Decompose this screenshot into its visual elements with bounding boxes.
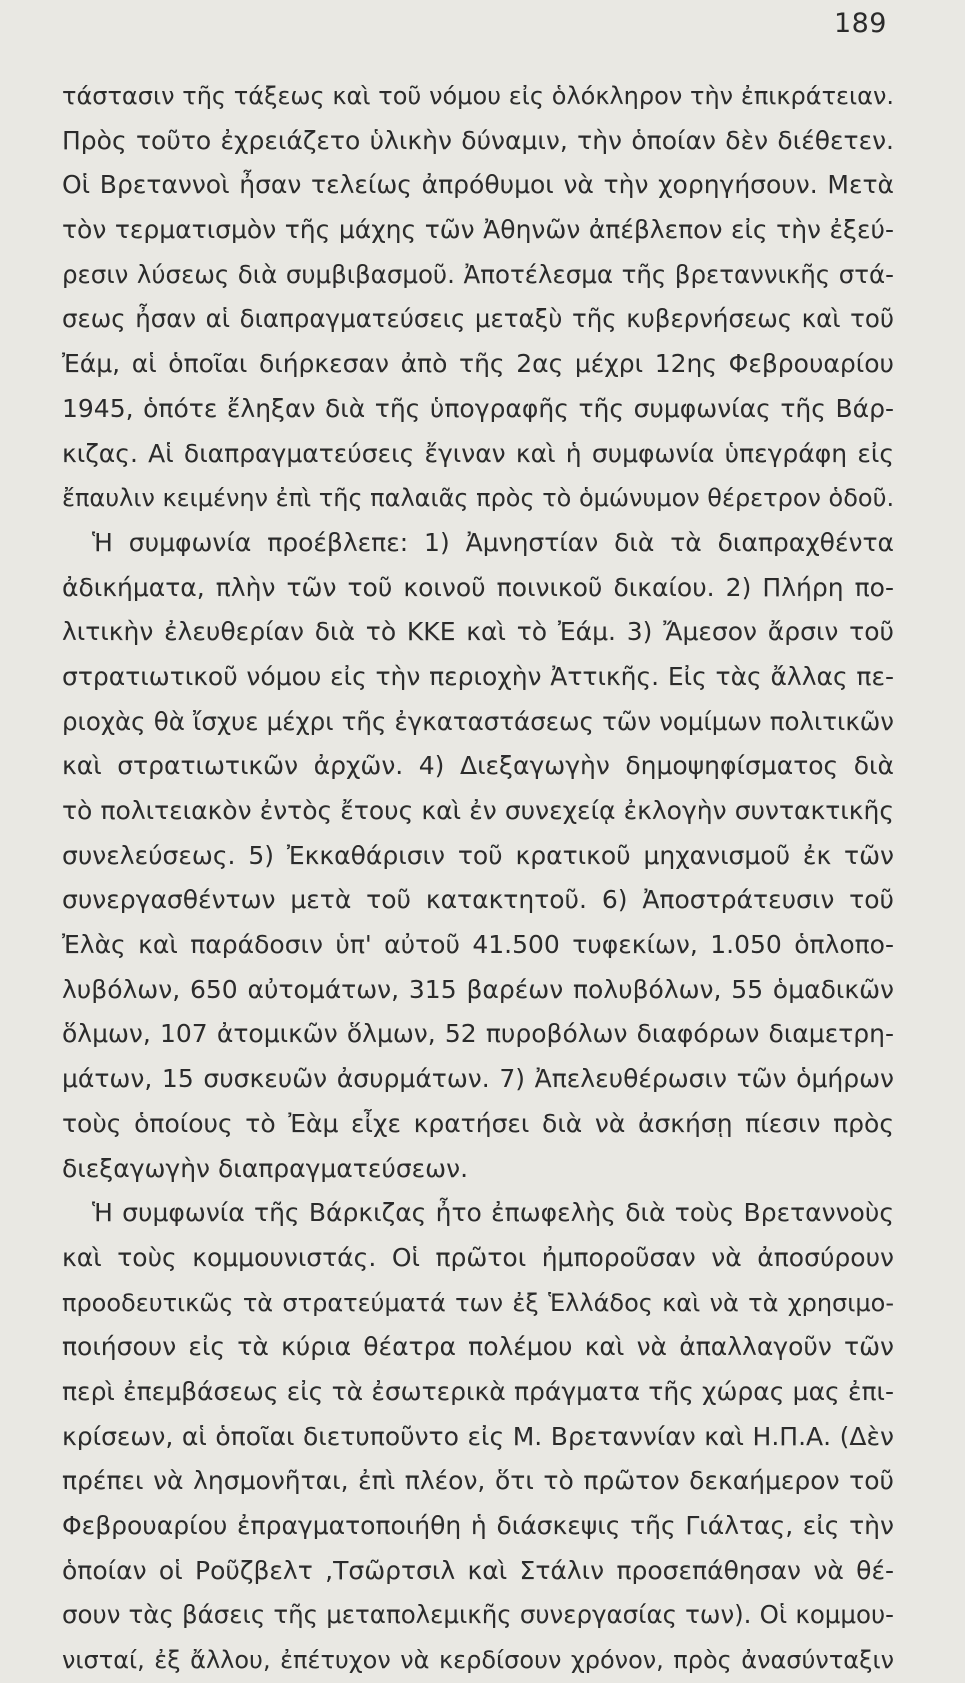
text-line: Φεβρουαρίου ἐπραγματοποιήθη ἡ διάσκεψις τῆς Γιάλτας, εἰς τὴν — [62, 1511, 894, 1540]
text-line: ποιήσουν εἰς τὰ κύρια θέατρα πολέμου καὶ νὰ ἀπαλλαγοῦν τῶν — [62, 1332, 894, 1362]
text-line: σουν τὰς βάσεις τῆς μεταπολεμικῆς συνεργασίας των). Οἱ κομμου- — [62, 1600, 894, 1630]
text-line: Ἡ συμφωνία τῆς Βάρκιζας ἦτο ἐπωφελὴς διὰ τοὺς Βρεταννοὺς — [92, 1198, 894, 1228]
text-line: πρέπει νὰ λησμονῆται, ἐπὶ πλέον, ὅτι τὸ πρῶτον δεκαήμερον τοῦ — [62, 1466, 894, 1496]
text-line: περὶ ἐπεμβάσεως εἰς τὰ ἐσωτερικὰ πράγματα τῆς χώρας μας ἐπι- — [62, 1376, 894, 1406]
text-line: ρεσιν λύσεως διὰ συμβιβασμοῦ. Ἀποτέλεσμα τῆς βρεταννικῆς στά- — [62, 259, 894, 289]
text-line: Οἱ Βρεταννοὶ ἦσαν τελείως ἀπρόθυμοι νὰ τὴν χορηγήσουν. Μετὰ — [62, 170, 894, 200]
text-line: καὶ στρατιωτικῶν ἀρχῶν. 4) Διεξαγωγὴν δημοψηφίσματος διὰ — [62, 751, 894, 781]
text-line: Ἐάμ, αἱ ὁποῖαι διήρκεσαν ἀπὸ τῆς 2ας μέχρι 12ης Φεβρουαρίου — [62, 349, 894, 379]
text-line: κρίσεων, αἱ ὁποῖαι διετυποῦντο εἰς Μ. Βρεταννίαν καὶ Η.Π.Α. (Δὲν — [62, 1421, 894, 1451]
text-line: τάστασιν τῆς τάξεως καὶ τοῦ νόμου εἰς ὁλόκληρον τὴν ἐπικράτειαν. — [62, 82, 894, 110]
text-line: διεξαγωγὴν διαπραγματεύσεων. — [62, 1153, 469, 1183]
text-line: λυβόλων, 650 αὐτομάτων, 315 βαρέων πολυβόλων, 55 ὁμαδικῶν — [62, 974, 894, 1004]
text-line: καὶ τοὺς κομμουνιστάς. Οἱ πρῶτοι ἠμποροῦσαν νὰ ἀποσύρουν — [62, 1242, 894, 1272]
text-line: νισταί, ἐξ ἄλλου, ἐπέτυχον νὰ κερδίσουν χρόνον, πρὸς ἀνασύνταξιν — [62, 1646, 894, 1675]
text-line: συνεργασθέντων μετὰ τοῦ κατακτητοῦ. 6) Ἀποστράτευσιν τοῦ — [62, 885, 894, 915]
text-line: Πρὸς τοῦτο ἐχρειάζετο ὑλικὴν δύναμιν, τὴν ὁποίαν δὲν διέθετεν. — [62, 125, 894, 155]
text-line: τὸ πολιτειακὸν ἐντὸς ἔτους καὶ ἐν συνεχείᾳ ἐκλογὴν συντακτικῆς — [62, 796, 894, 825]
text-line: λιτικὴν ἐλευθερίαν διὰ τὸ ΚΚΕ καὶ τὸ Ἐάμ. 3) Ἄμεσον ἄρσιν τοῦ — [62, 617, 894, 647]
text-line: μάτων, 15 συσκευῶν ἀσυρμάτων. 7) Ἀπελευθέρωσιν τῶν ὁμήρων — [62, 1064, 894, 1094]
text-line: ὅλμων, 107 ἀτομικῶν ὅλμων, 52 πυροβόλων διαφόρων διαμετρη- — [62, 1019, 894, 1049]
text-line: τοὺς ὁποίους τὸ Ἐὰμ εἶχε κρατήσει διὰ νὰ ἀσκήσῃ πίεσιν πρὸς — [62, 1108, 894, 1138]
page-number: 189 — [833, 8, 887, 39]
body-text — [62, 74, 894, 1683]
text-line: σεως ἦσαν αἱ διαπραγματεύσεις μεταξὺ τῆς κυβερνήσεως καὶ τοῦ — [62, 304, 894, 334]
text-line: ἔπαυλιν κειμένην ἐπὶ τῆς παλαιᾶς πρὸς τὸ ὁμώνυμον θέρετρον ὁδοῦ. — [62, 484, 894, 513]
text-line: στρατιωτικοῦ νόμου εἰς τὴν περιοχὴν Ἀττικῆς. Εἰς τὰς ἄλλας πε- — [62, 661, 894, 691]
text-line: ἀδικήματα, πλὴν τῶν τοῦ κοινοῦ ποινικοῦ δικαίου. 2) Πλήρη πο- — [62, 572, 894, 602]
text-line: ριοχὰς θὰ ἴσχυε μέχρι τῆς ἐγκαταστάσεως τῶν νομίμων πολιτικῶν — [62, 706, 894, 736]
text-line: συνελεύσεως. 5) Ἐκκαθάρισιν τοῦ κρατικοῦ μηχανισμοῦ ἐκ τῶν — [62, 840, 894, 870]
text-line: Ἡ συμφωνία προέβλεπε: 1) Ἀμνηστίαν διὰ τὰ διαπραχθέντα — [92, 527, 894, 557]
text-line: ὁποίαν οἱ Ροῦζβελτ ,Τσῶρτσιλ καὶ Στάλιν προσεπάθησαν νὰ θέ- — [62, 1555, 894, 1585]
text-line: προοδευτικῶς τὰ στρατεύματά των ἐξ Ἑλλάδος καὶ νὰ τὰ χρησιμο- — [62, 1288, 894, 1317]
text-line: κιζας. Αἱ διαπραγματεύσεις ἔγιναν καὶ ἡ συμφωνία ὑπεγράφη εἰς — [62, 438, 894, 468]
text-line: Ἐλὰς καὶ παράδοσιν ὑπ' αὐτοῦ 41.500 τυφεκίων, 1.050 ὁπλοπο- — [62, 930, 894, 960]
text-line: 1945, ὁπότε ἔληξαν διὰ τῆς ὑπογραφῆς τῆς συμφωνίας τῆς Βάρ- — [62, 393, 894, 423]
text-line: τὸν τερματισμὸν τῆς μάχης τῶν Ἀθηνῶν ἀπέβλεπον εἰς τὴν ἐξεύ- — [62, 215, 894, 245]
